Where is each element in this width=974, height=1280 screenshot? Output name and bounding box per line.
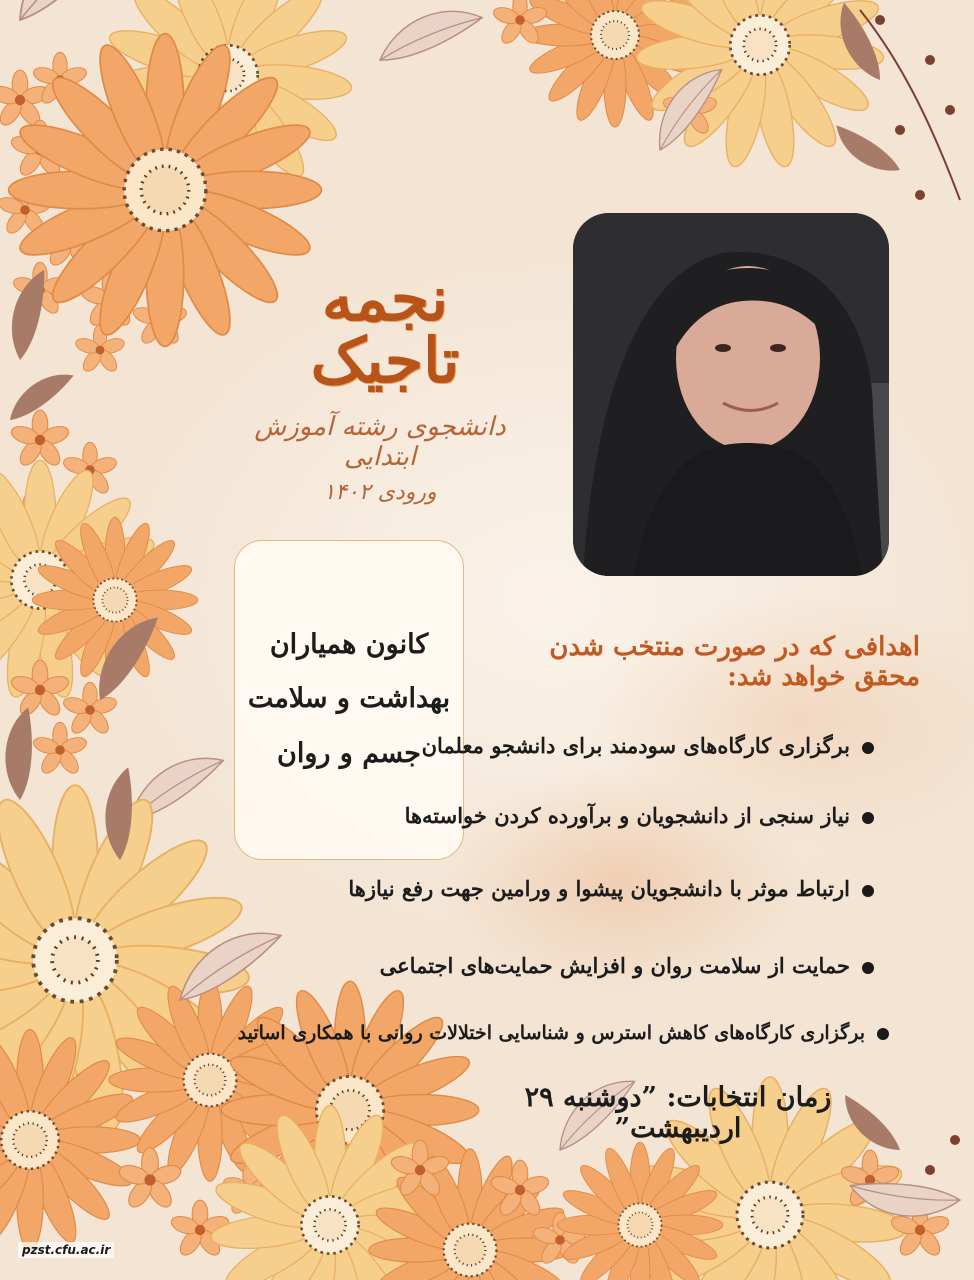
entry-year: ورودی ۱۴۰۲ xyxy=(323,480,437,505)
bullet-icon xyxy=(862,742,874,754)
election-time: زمان انتخابات: ”دوشنبه ۲۹ اردیبهشت” xyxy=(524,1082,832,1144)
goal-item-3 xyxy=(348,876,874,901)
bullet-icon xyxy=(862,885,874,897)
goal-item-2 xyxy=(405,803,874,828)
bullet-icon xyxy=(877,1028,889,1040)
portrait-photo xyxy=(573,213,889,576)
goal-item-1 xyxy=(422,733,874,758)
bullet-icon xyxy=(862,962,874,974)
goal-text: حمایت از سلامت روان و افزایش حمایت‌های اجتماعی xyxy=(379,953,850,978)
organization-line-3: جسم و روان xyxy=(277,737,421,769)
organization-line-2: بهداشت و سلامت xyxy=(247,683,451,715)
candidate-major: دانشجوی رشته آموزش ابتدایی xyxy=(254,412,506,472)
goal-text: ارتباط موثر با دانشجویان پیشوا و ورامین جهت رفع نیازها xyxy=(348,876,850,901)
goal-item-5 xyxy=(238,1022,889,1044)
goals-heading: اهدافی که در صورت منتخب شدن محقق خواهد شد: xyxy=(549,632,920,692)
bullet-icon xyxy=(862,812,874,824)
organization-line-1: کانون همیاران xyxy=(269,629,429,660)
goal-text: نیاز سنجی از دانشجویان و برآورده کردن خواسته‌ها xyxy=(404,803,850,828)
candidate-name: نجمه تاجیک xyxy=(310,262,460,397)
goal-item-4 xyxy=(380,953,874,978)
footer-url: pzst.cfu.ac.ir xyxy=(18,1242,114,1258)
goal-text: برگزاری کارگاه‌های کاهش استرس و شناسایی اختلالات روانی با همکاری اساتید xyxy=(237,1022,865,1044)
goal-text: برگزاری کارگاه‌های سودمند برای دانشجو معلمان xyxy=(421,733,850,758)
